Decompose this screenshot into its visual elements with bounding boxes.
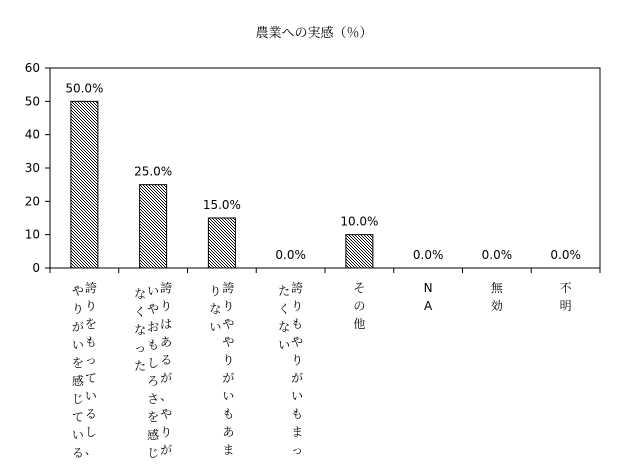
bar	[71, 101, 98, 268]
y-tick-label: 50	[24, 94, 40, 109]
category-label-char: し	[84, 425, 97, 439]
category-label-char: な	[134, 323, 147, 337]
category-label-char: が	[160, 371, 173, 385]
category-label-char: を	[71, 356, 84, 370]
category-label-char: さ	[147, 392, 160, 406]
category-label-char: 感	[147, 428, 160, 442]
category-label-char: り	[291, 299, 304, 313]
y-tick-label: 10	[24, 227, 40, 242]
data-label: 50.0%	[65, 81, 104, 96]
category-label-char: あ	[160, 335, 173, 349]
category-label-char: り	[291, 353, 304, 367]
category-label-char: N	[423, 281, 433, 295]
category-label-char: が	[160, 443, 173, 457]
category-label-char: ま	[222, 443, 235, 457]
category-label-char: る	[84, 407, 97, 421]
category-label-char: り	[222, 299, 235, 313]
category-label-char: じ	[71, 392, 84, 406]
category-label-char: い	[147, 284, 160, 298]
y-tick-label: 60	[24, 61, 40, 75]
category-label-char: い	[209, 320, 222, 334]
category-label-char: し	[147, 356, 160, 370]
category-label-char: な	[134, 287, 147, 301]
category-label-char: い	[291, 389, 304, 403]
category-label-char: り	[209, 284, 222, 298]
category-label-char: ま	[291, 425, 304, 439]
category-label-char: る	[71, 446, 84, 460]
category-label-char: る	[160, 353, 173, 367]
category-label-char: い	[71, 428, 84, 442]
category-label-char: た	[278, 284, 291, 298]
category-label-char: や	[71, 284, 84, 298]
category-label-char: も	[291, 317, 304, 331]
category-label-char: っ	[291, 443, 304, 457]
bar	[140, 185, 167, 268]
category-label-char: 効	[490, 299, 503, 313]
category-label-char: ろ	[147, 374, 160, 388]
y-tick-label: 30	[24, 161, 40, 175]
category-label-char: な	[278, 320, 291, 334]
category-label-char: 誇	[291, 281, 304, 295]
category-label-char: を	[147, 410, 160, 424]
category-label-char: り	[84, 299, 97, 313]
category-label-char: 誇	[222, 281, 235, 295]
category-label-char: り	[160, 425, 173, 439]
category-label-char: 無	[490, 281, 503, 295]
category-label-char: を	[84, 317, 97, 331]
category-label-char: い	[84, 389, 97, 403]
data-label: 0.0%	[412, 248, 444, 262]
data-label: 0.0%	[275, 248, 306, 262]
plot-frame	[50, 68, 600, 268]
category-label-char: も	[84, 335, 97, 349]
category-label-char: あ	[222, 425, 235, 439]
category-label-char: 、	[84, 443, 97, 457]
data-label: 0.0%	[550, 248, 581, 262]
category-label-char: 誇	[84, 281, 97, 295]
category-label-char: が	[222, 371, 235, 385]
category-label-char: 明	[559, 299, 572, 313]
category-label-char: や	[222, 317, 235, 331]
category-label-char: A	[424, 299, 433, 313]
category-label-char: く	[134, 305, 147, 319]
chart-title: 農業への実感（％）	[255, 26, 373, 41]
y-tick-label: 40	[24, 127, 40, 142]
category-label-char: く	[278, 302, 291, 316]
category-label-char: や	[160, 407, 173, 421]
category-label-char: じ	[147, 446, 160, 460]
y-tick-label: 20	[24, 194, 40, 209]
category-label-char: 不	[559, 281, 572, 295]
category-label-char: も	[291, 407, 304, 421]
category-label-char: が	[291, 371, 304, 385]
category-label-char: な	[209, 302, 222, 316]
category-label-char: 感	[71, 374, 84, 388]
category-label-char: や	[291, 335, 304, 349]
bar	[208, 218, 235, 268]
category-label-char: て	[84, 371, 97, 385]
category-label-char: や	[147, 302, 160, 316]
category-label-char: は	[160, 317, 173, 331]
category-label-char: お	[147, 320, 160, 334]
category-label-char: っ	[134, 341, 147, 355]
data-label: 10.0%	[340, 214, 379, 229]
category-label-char: て	[71, 410, 84, 424]
category-label-char: り	[222, 353, 235, 367]
plot-area	[25, 61, 600, 460]
category-label-char: い	[222, 389, 235, 403]
category-label-char: た	[134, 359, 147, 373]
category-label-char: い	[71, 338, 84, 352]
category-label-char: っ	[84, 353, 97, 367]
category-label-char: や	[222, 335, 235, 349]
category-label-char: 、	[160, 389, 173, 403]
category-label-char: り	[71, 302, 84, 316]
category-label-char: も	[222, 407, 235, 421]
category-label-char: い	[278, 338, 291, 352]
y-tick-label: 0	[32, 261, 40, 275]
category-label-char: も	[147, 338, 160, 352]
category-label-char: 他	[353, 317, 366, 331]
data-label: 0.0%	[481, 248, 513, 262]
category-label-char: 誇	[160, 281, 173, 295]
data-label: 25.0%	[134, 164, 173, 179]
category-label-char: そ	[353, 281, 366, 295]
category-label-char: が	[71, 320, 84, 334]
data-label: 15.0%	[202, 198, 241, 212]
category-label-char: り	[160, 299, 173, 313]
bar	[346, 235, 373, 268]
category-label-char: の	[353, 299, 366, 313]
